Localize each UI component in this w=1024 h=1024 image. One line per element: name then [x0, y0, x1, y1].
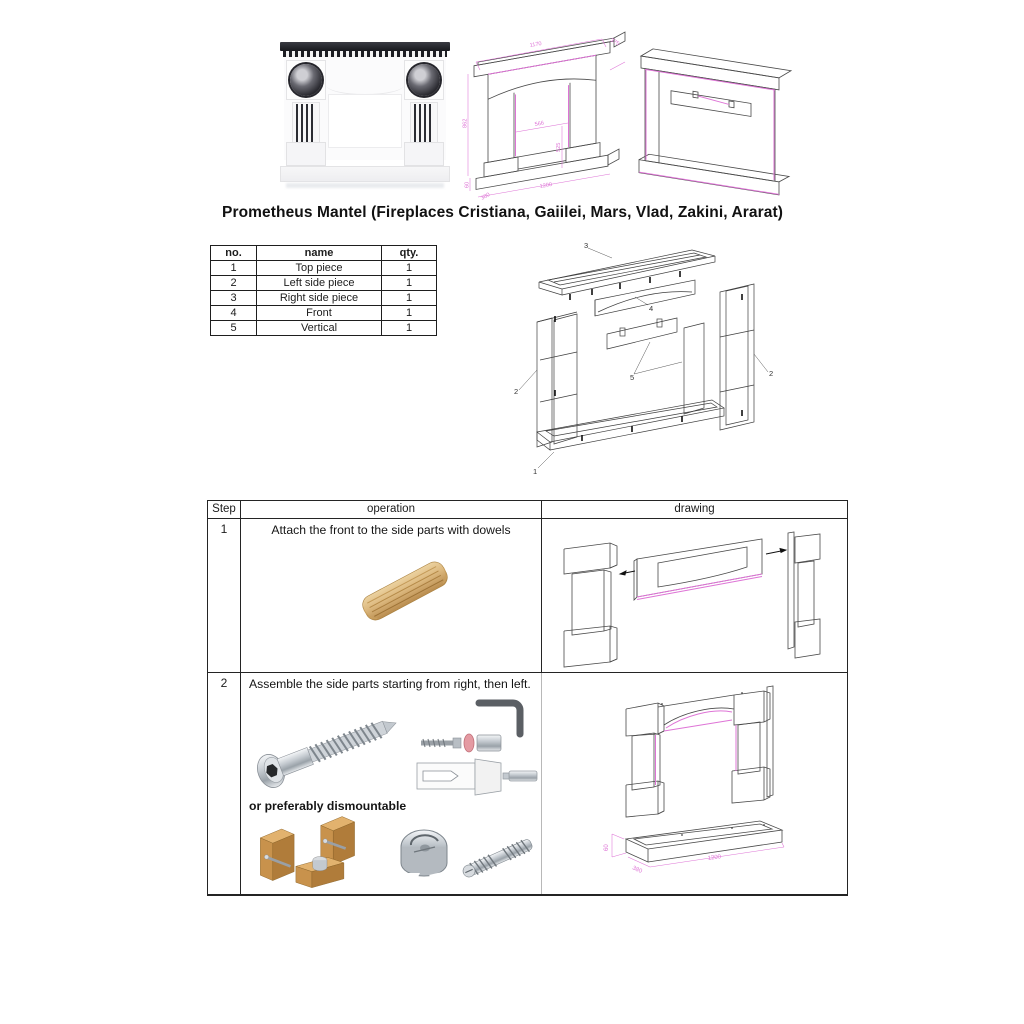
right-medallion: [404, 60, 444, 100]
steps-header-row: [208, 501, 847, 519]
page-title: Prometheus Mantel (Fireplaces Cristiana, Gaiilei, Mars, Vlad, Zakini, Ararat): [222, 204, 783, 221]
svg-text:1170: 1170: [529, 40, 543, 49]
step2-assembly-drawing: [542, 673, 848, 892]
table-row: 1 Top piece 1: [211, 261, 437, 276]
step-number: 2: [208, 673, 241, 894]
hex-key-icon: [479, 703, 520, 734]
parts-header-row: [211, 246, 437, 261]
svg-text:2: 2: [514, 387, 519, 396]
svg-text:380: 380: [631, 865, 643, 875]
svg-text:5: 5: [630, 373, 635, 382]
operation-text: Assemble the side parts starting from right, then left.: [249, 677, 531, 691]
svg-text:375: 375: [609, 37, 621, 48]
lintel: [326, 60, 404, 95]
operation-text: Attach the front to the side parts with dowels: [271, 523, 511, 537]
table-row: 4 Front 1: [211, 306, 437, 321]
col-drawing: drawing: [674, 503, 715, 515]
dismountable-note: or preferably dismountable: [249, 799, 407, 813]
svg-text:1200: 1200: [707, 854, 722, 862]
mantel-shelf: [280, 42, 450, 51]
cam-joint-demo-image: [243, 813, 395, 893]
svg-text:862: 862: [462, 118, 469, 128]
front-dimension-drawing: [462, 28, 630, 202]
cam-lock-image: [391, 819, 457, 889]
col-name: name: [257, 246, 382, 261]
svg-text:2: 2: [769, 369, 774, 378]
col-no: no.: [211, 246, 257, 261]
svg-text:1: 1: [533, 467, 538, 476]
svg-text:566: 566: [534, 120, 545, 128]
parts-table: [210, 245, 437, 336]
dowel-screw-image: [459, 819, 543, 889]
step-number: 1: [208, 519, 241, 672]
step-row-2: [208, 673, 847, 894]
bolt-washer-barrel: [421, 734, 501, 752]
svg-text:3: 3: [584, 242, 589, 250]
insertion-diagram: [417, 759, 537, 795]
svg-text:4: 4: [649, 304, 654, 313]
base-plinth: [280, 166, 450, 182]
svg-text:60: 60: [464, 181, 471, 188]
table-row: 3 Right side piece 1: [211, 291, 437, 306]
rear-view-drawing: [633, 28, 795, 202]
svg-text:60: 60: [604, 844, 610, 851]
svg-text:380: 380: [480, 191, 492, 202]
cam-bolt-kit-image: [413, 691, 541, 803]
exploded-diagram: [492, 242, 812, 484]
step1-assembly-drawing: [542, 519, 848, 671]
steps-table: [207, 500, 848, 896]
table-row: 5 Vertical 1: [211, 321, 437, 336]
fireplace-photo: [280, 36, 450, 192]
col-qty: qty.: [382, 246, 437, 261]
wood-dowel-image: [343, 553, 467, 629]
firebox-opening: [328, 94, 402, 148]
confirmat-screw-image: [245, 697, 417, 799]
step-row-1: [208, 519, 847, 673]
col-step: Step: [208, 501, 241, 518]
col-operation: operation: [241, 501, 542, 518]
left-medallion: [286, 60, 326, 100]
svg-text:1200: 1200: [539, 181, 553, 190]
table-row: 2 Left side piece 1: [211, 276, 437, 291]
svg-text:525: 525: [556, 142, 562, 152]
